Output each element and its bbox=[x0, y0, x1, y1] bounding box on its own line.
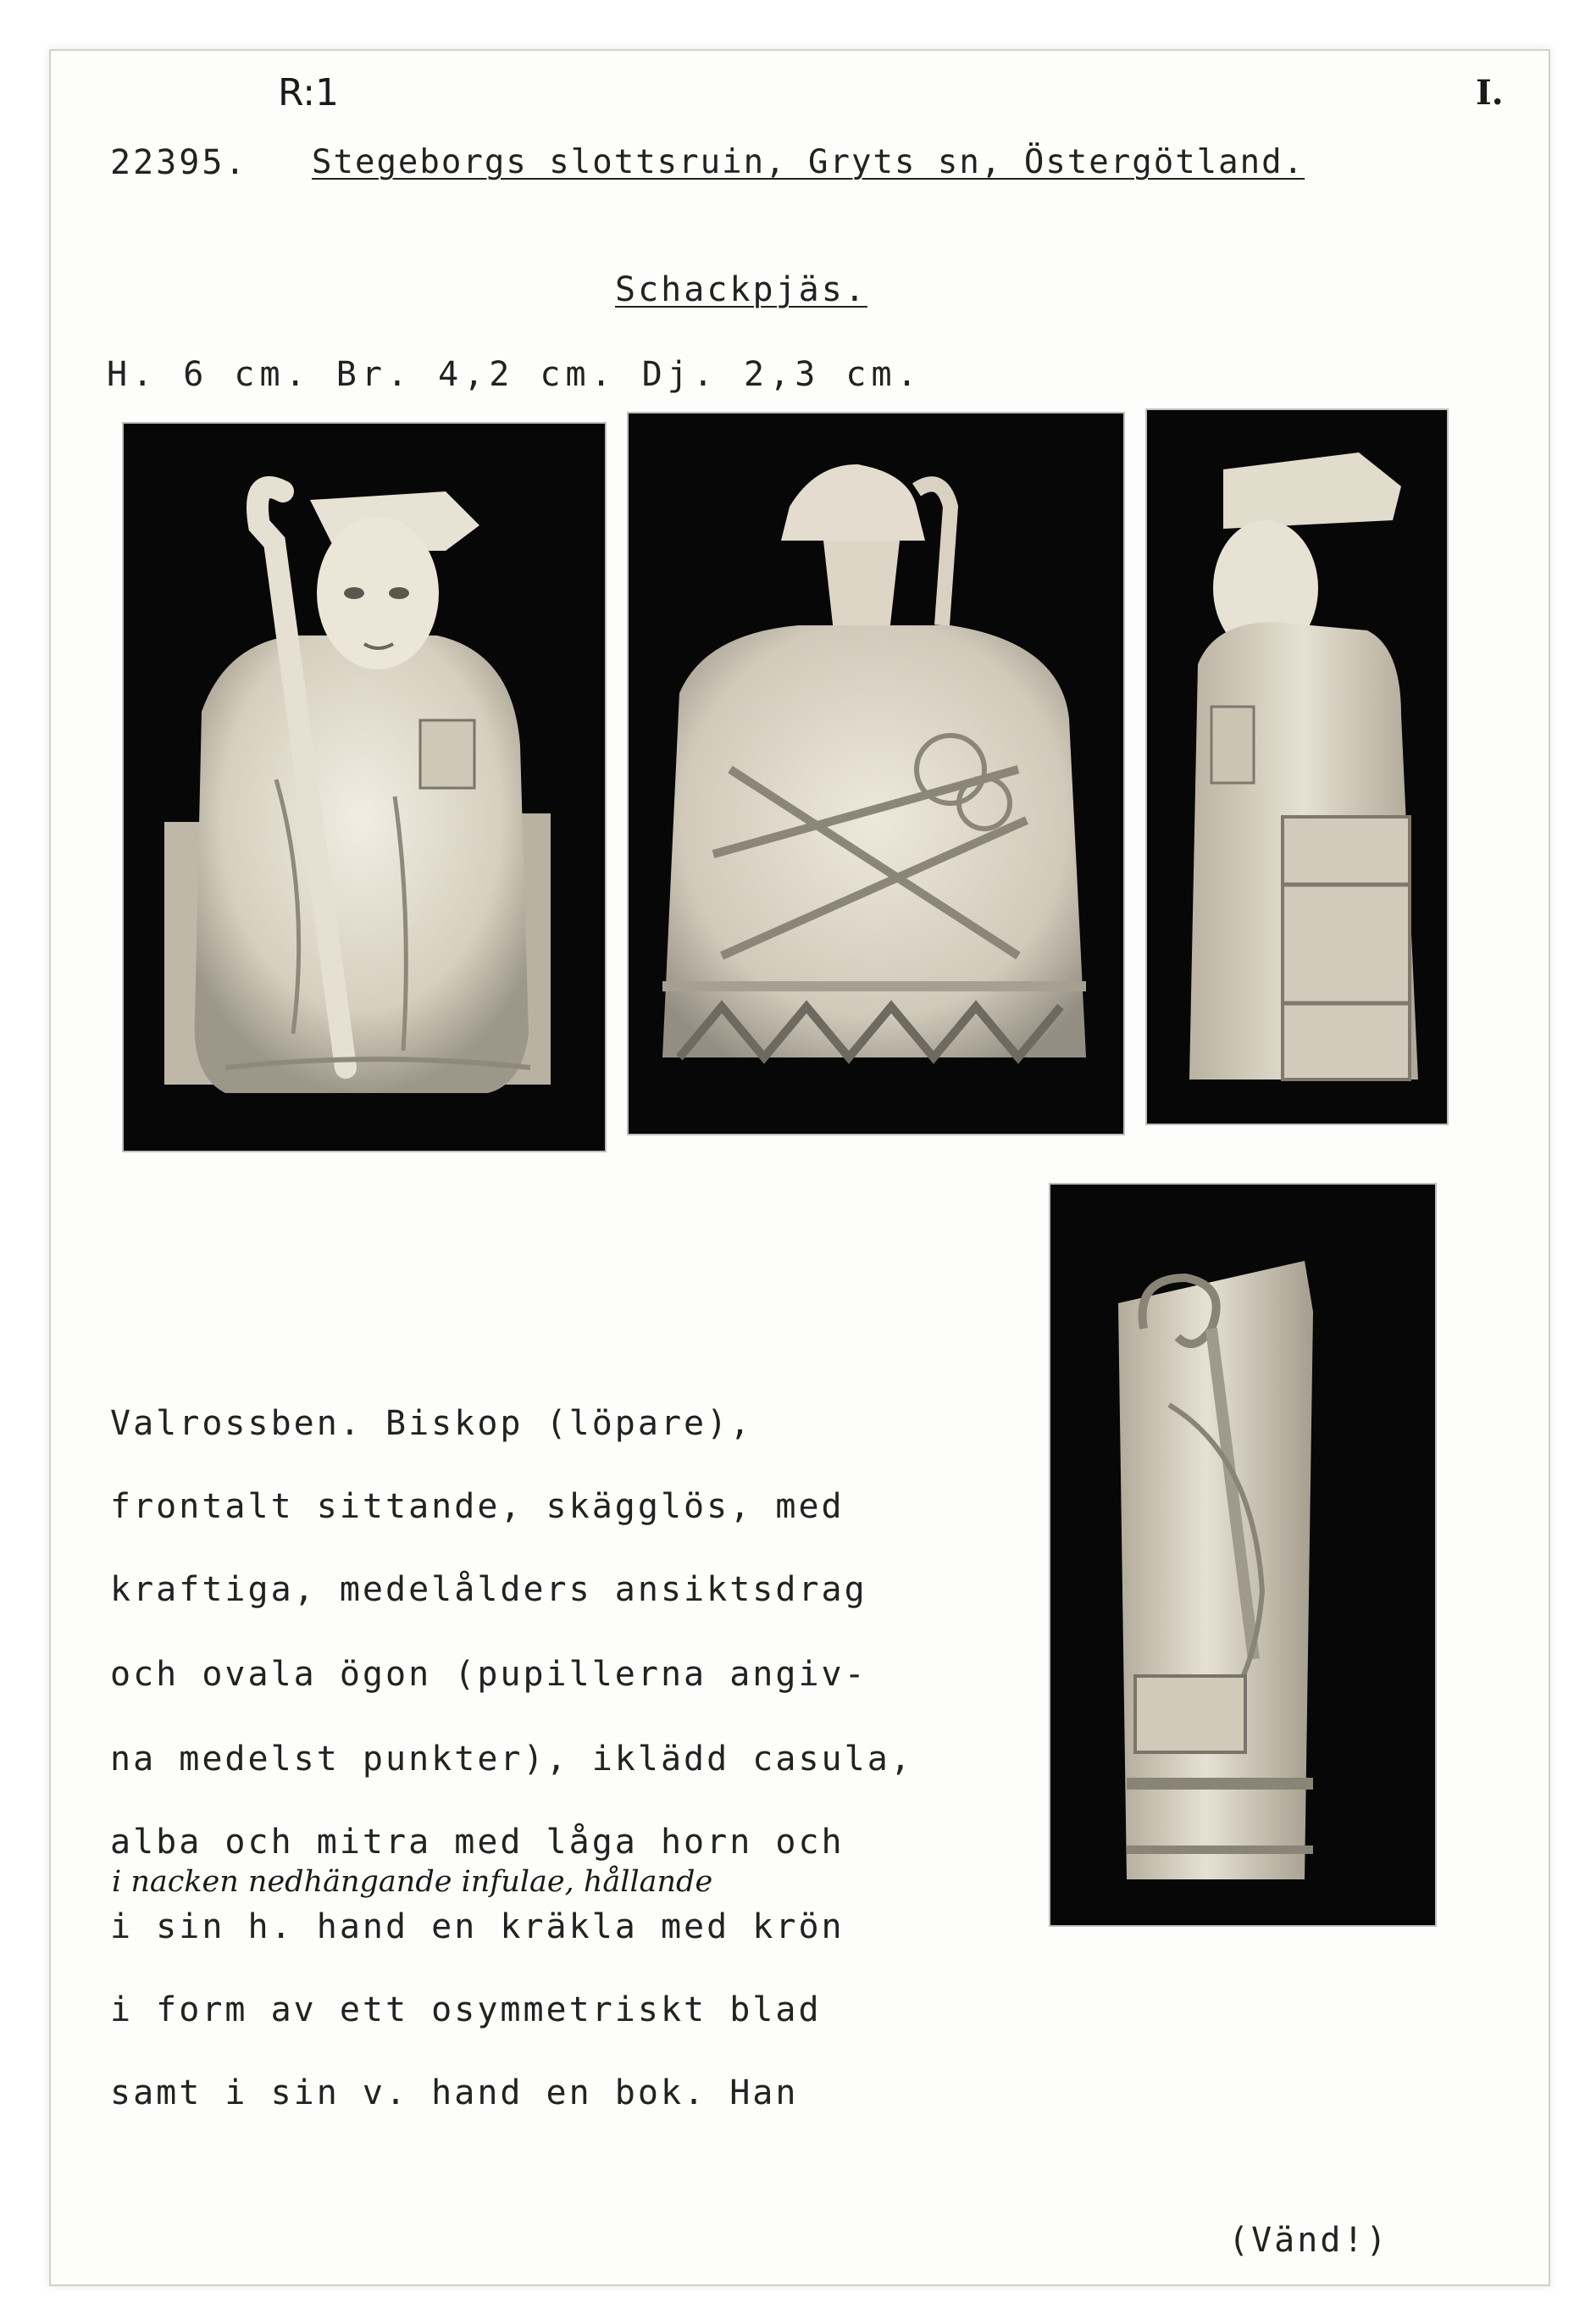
handwritten-insert: i nacken nedhängande infulae, hållande bbox=[112, 1865, 713, 1899]
description-line: kraftiga, medelålders ansiktsdrag bbox=[110, 1570, 867, 1609]
description-line: och ovala ögon (pupillerna angiv- bbox=[110, 1655, 867, 1694]
side-view-photo bbox=[1147, 410, 1447, 1124]
back-view-photo bbox=[629, 413, 1123, 1134]
description-line: Valrossben. Biskop (löpare), bbox=[110, 1404, 753, 1443]
sheet-number: I. bbox=[1476, 73, 1504, 113]
description-line: samt i sin v. hand en bok. Han bbox=[110, 2073, 799, 2112]
description-line: na medelst punkter), iklädd casula, bbox=[110, 1740, 913, 1779]
chess-bishop-left-icon bbox=[1050, 1185, 1435, 1925]
description-line: frontalt sittande, skägglös, med bbox=[110, 1487, 845, 1526]
catalog-number: 22395. bbox=[110, 143, 248, 182]
chess-bishop-front-icon bbox=[124, 424, 605, 1151]
archive-mark: R:1 bbox=[278, 71, 340, 114]
front-view-photo bbox=[124, 424, 605, 1151]
object-title: Schackpjäs. bbox=[615, 270, 867, 309]
description-line: alba och mitra med låga horn och bbox=[110, 1823, 845, 1862]
object-dimensions: H. 6 cm. Br. 4,2 cm. Dj. 2,3 cm. bbox=[107, 355, 923, 394]
turn-page-note: (Vänd!) bbox=[1228, 2221, 1389, 2260]
description-line: i sin h. hand en kräkla med krön bbox=[110, 1907, 845, 1946]
find-location: Stegeborgs slottsruin, Gryts sn, Östergötland. bbox=[312, 143, 1305, 181]
chess-bishop-back-icon bbox=[629, 413, 1123, 1134]
chess-bishop-side-icon bbox=[1147, 410, 1447, 1124]
left-side-view-photo bbox=[1050, 1185, 1435, 1925]
description-line: i form av ett osymmetriskt blad bbox=[110, 1990, 822, 2029]
